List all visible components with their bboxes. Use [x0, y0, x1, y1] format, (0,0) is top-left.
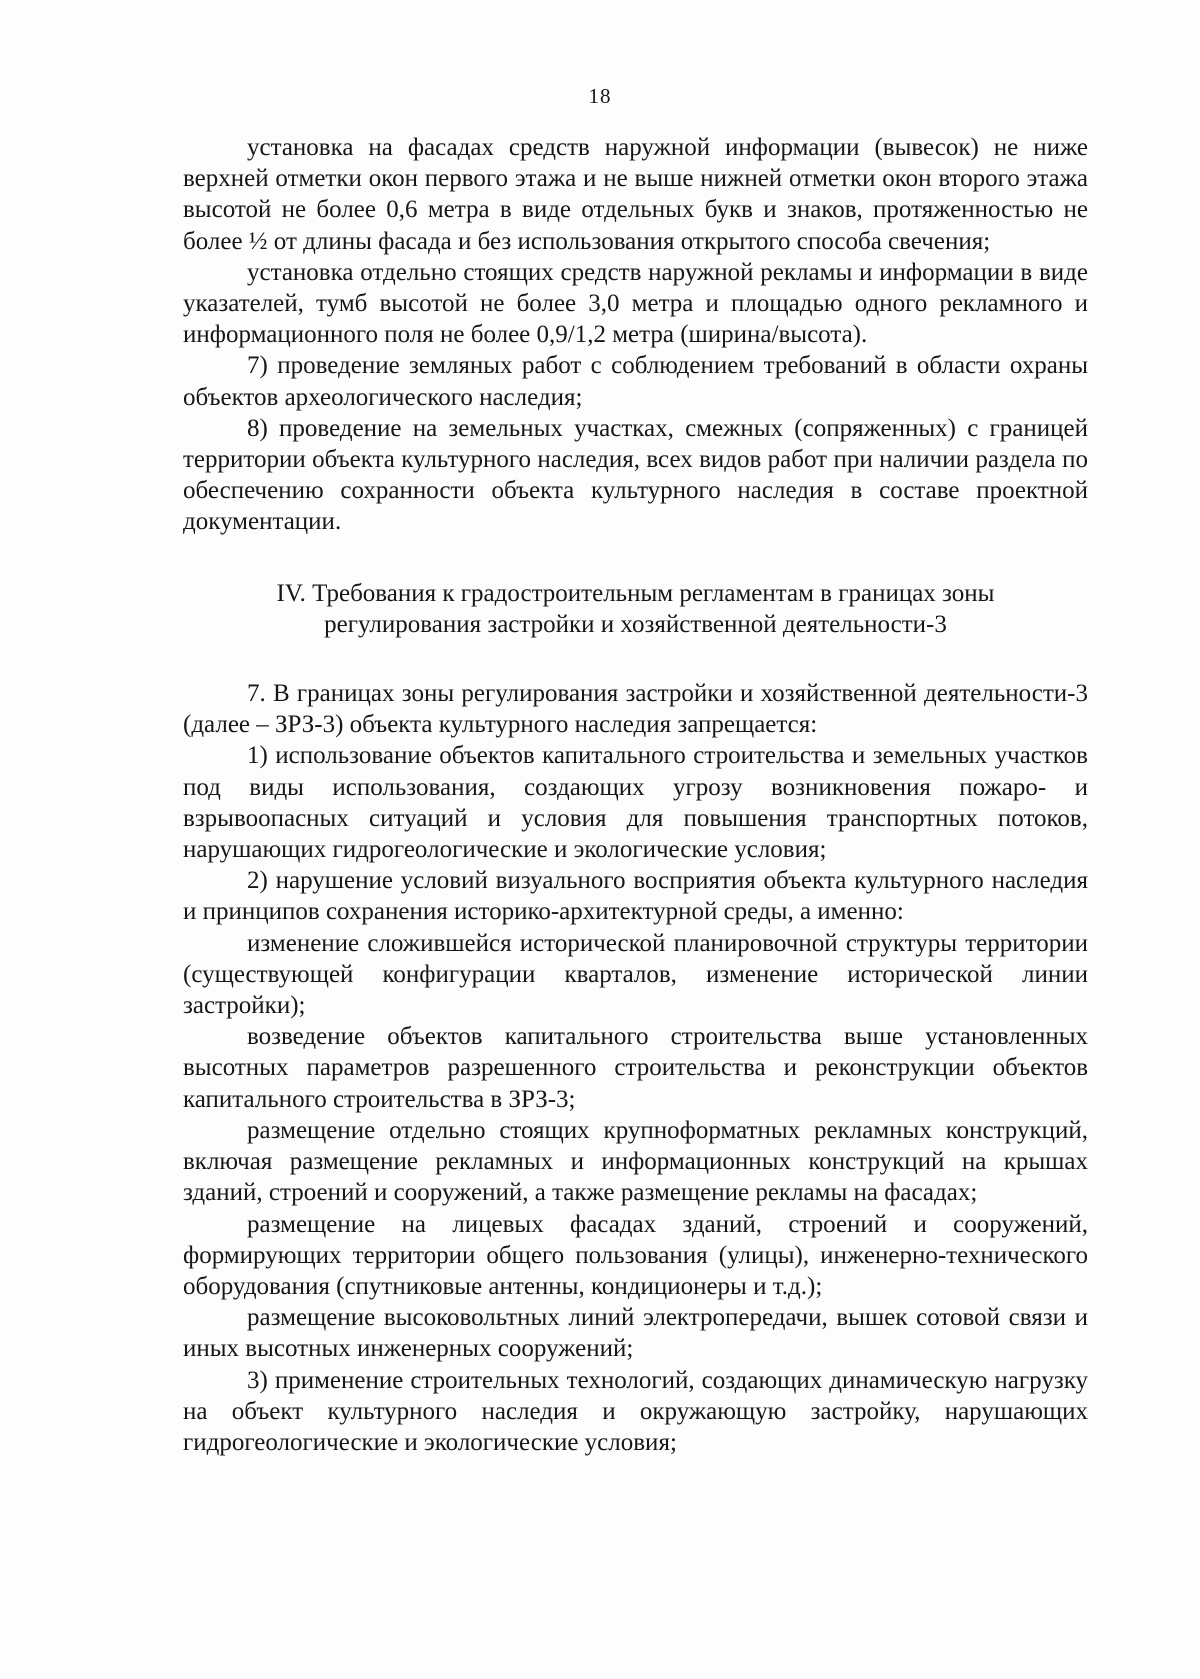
paragraph-clause-7-intro: 7. В границах зоны регулирования застройки и хозяйственной деятельности-3 (далее – ЗРЗ-3) объекта культурного наследия запрещается:: [183, 680, 1088, 739]
document-body: [183, 132, 1088, 1458]
paragraph-item-8-adjacent-works: 8) проведение на земельных участках, смежных (сопряженных) с границей территории объекта культурного наследия, всех видов работ при наличии раздела по обеспечению сохранности объекта культурного наследия в составе проектной документации.: [183, 414, 1088, 536]
section-heading: [183, 578, 1088, 640]
paragraph-high-voltage-lines: размещение высоковольтных линий электропередачи, вышек сотовой связи и иных высотных инженерных сооружений;: [183, 1304, 1088, 1363]
paragraph-height-limits: возведение объектов капитального строительства выше установленных высотных параметров разрешенного строительства и реконструкции объектов капитального строительства в ЗРЗ-3;: [183, 1023, 1088, 1113]
section-heading-line-1: IV. Требования к градостроительным регламентам в границах зоны: [276, 579, 995, 607]
paragraph-item-3-construction-tech: 3) применение строительных технологий, создающих динамическую нагрузку на объект культурного наследия и окружающую застройку, нарушающих гидрогеологические и экологические условия;: [183, 1366, 1088, 1456]
paragraph-planning-structure: изменение сложившейся исторической планировочной структуры территории (существующей конфигурации кварталов, изменение исторической линии застройки);: [183, 929, 1088, 1020]
paragraph-facade-equipment: размещение на лицевых фасадах зданий, строений и сооружений, формирующих территории общего пользования (улицы), инженерно-технического оборудования (спутниковые антенны, кондиционеры и т.д.);: [183, 1210, 1088, 1300]
paragraph-freestanding-ads: установка отдельно стоящих средств наружной рекламы и информации в виде указателей, тумб высотой не более 3,0 метра и площадью одного рекламного и информационного поля не более 0,9/1,2 метра (ширина/высота).: [183, 258, 1088, 349]
page-number: 18: [588, 84, 612, 108]
paragraph-large-ads: размещение отдельно стоящих крупноформатных рекламных конструкций, включая размещение рекламных и информационных конструкций на крышах зданий, строений и сооружений, а также размещение рекламы на фасадах;: [183, 1116, 1088, 1207]
section-heading-line-2: регулирования застройки и хозяйственной деятельности-3: [324, 610, 947, 638]
paragraph-item-2-visual-perception: 2) нарушение условий визуального восприятия объекта культурного наследия и принципов сохранения историко-архитектурной среды, а именно:: [183, 867, 1088, 926]
paragraph-signage-facades: установка на фасадах средств наружной информации (вывесок) не ниже верхней отметки окон первого этажа и не выше нижней отметки окон второго этажа высотой не более 0,6 метра в виде отдельных букв и знаков, протяженностью не более ½ от длины фасада и без использования открытого способа свечения;: [183, 134, 1088, 255]
paragraph-item-7-earthworks: 7) проведение земляных работ с соблюдением требований в области охраны объектов археологического наследия;: [183, 352, 1088, 411]
paragraph-item-1-land-use: 1) использование объектов капитального строительства и земельных участков под виды использования, создающих угрозу возникновения пожаро- и взрывоопасных ситуаций и условия для повышения транспортных потоков, нарушающих гидрогеологические и экологические условия;: [183, 742, 1088, 864]
